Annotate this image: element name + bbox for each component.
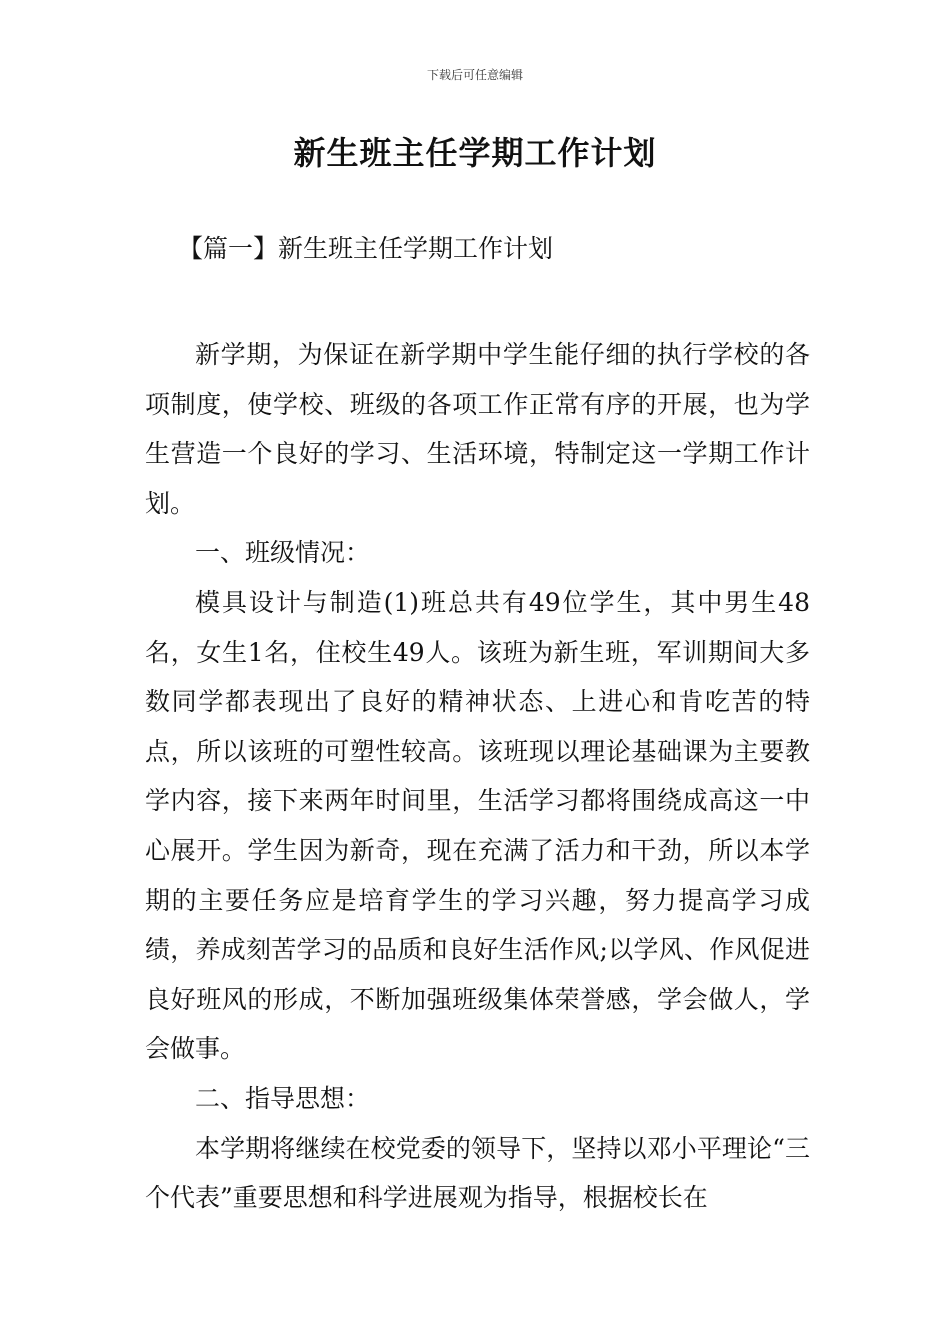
paragraph-guiding-thought: 本学期将继续在校党委的领导下，坚持以邓小平理论“三个代表”重要思想和科学进展观为指导，根据校长在 <box>145 1133 810 1213</box>
paragraph-class-situation: 模具设计与制造(1)班总共有49位学生，其中男生48名，女生1名，住校生49人。该班为新生班，军训期间大多数同学都表现出了良好的精神状态、上进心和肯吃苦的特点，所以该班的可塑性较高。该班现以理论基础课为主要教学内容，接下来两年时间里，生活学习都将围绕成高这一中心展开。学生因为新奇，现在充满了活力和干劲，所以本学期的主要任务应是培育学生的学习兴趣，努力提高学习成绩，养成刻苦学习的品质和良好生活作风;以学风、作风促进良好班风的形成，不断加强班级集体荣誉感，学会做人，学会做事。 <box>145 587 810 1064</box>
subheading-guiding-thought: 二、指导思想： <box>195 1083 371 1113</box>
subheading-class-situation: 一、班级情况： <box>195 538 371 568</box>
paragraph-intro: 新学期，为保证在新学期中学生能仔细的执行学校的各项制度，使学校、班级的各项工作正常有序的开展，也为学生营造一个良好的学习、生活环境，特制定这一学期工作计划。 <box>145 340 810 518</box>
document-body <box>145 330 810 1223</box>
header-note: 下载后可任意编辑 <box>426 68 523 82</box>
document-title: 新生班主任学期工作计划 <box>293 134 657 172</box>
section-heading: 【篇一】新生班主任学期工作计划 <box>178 234 554 263</box>
